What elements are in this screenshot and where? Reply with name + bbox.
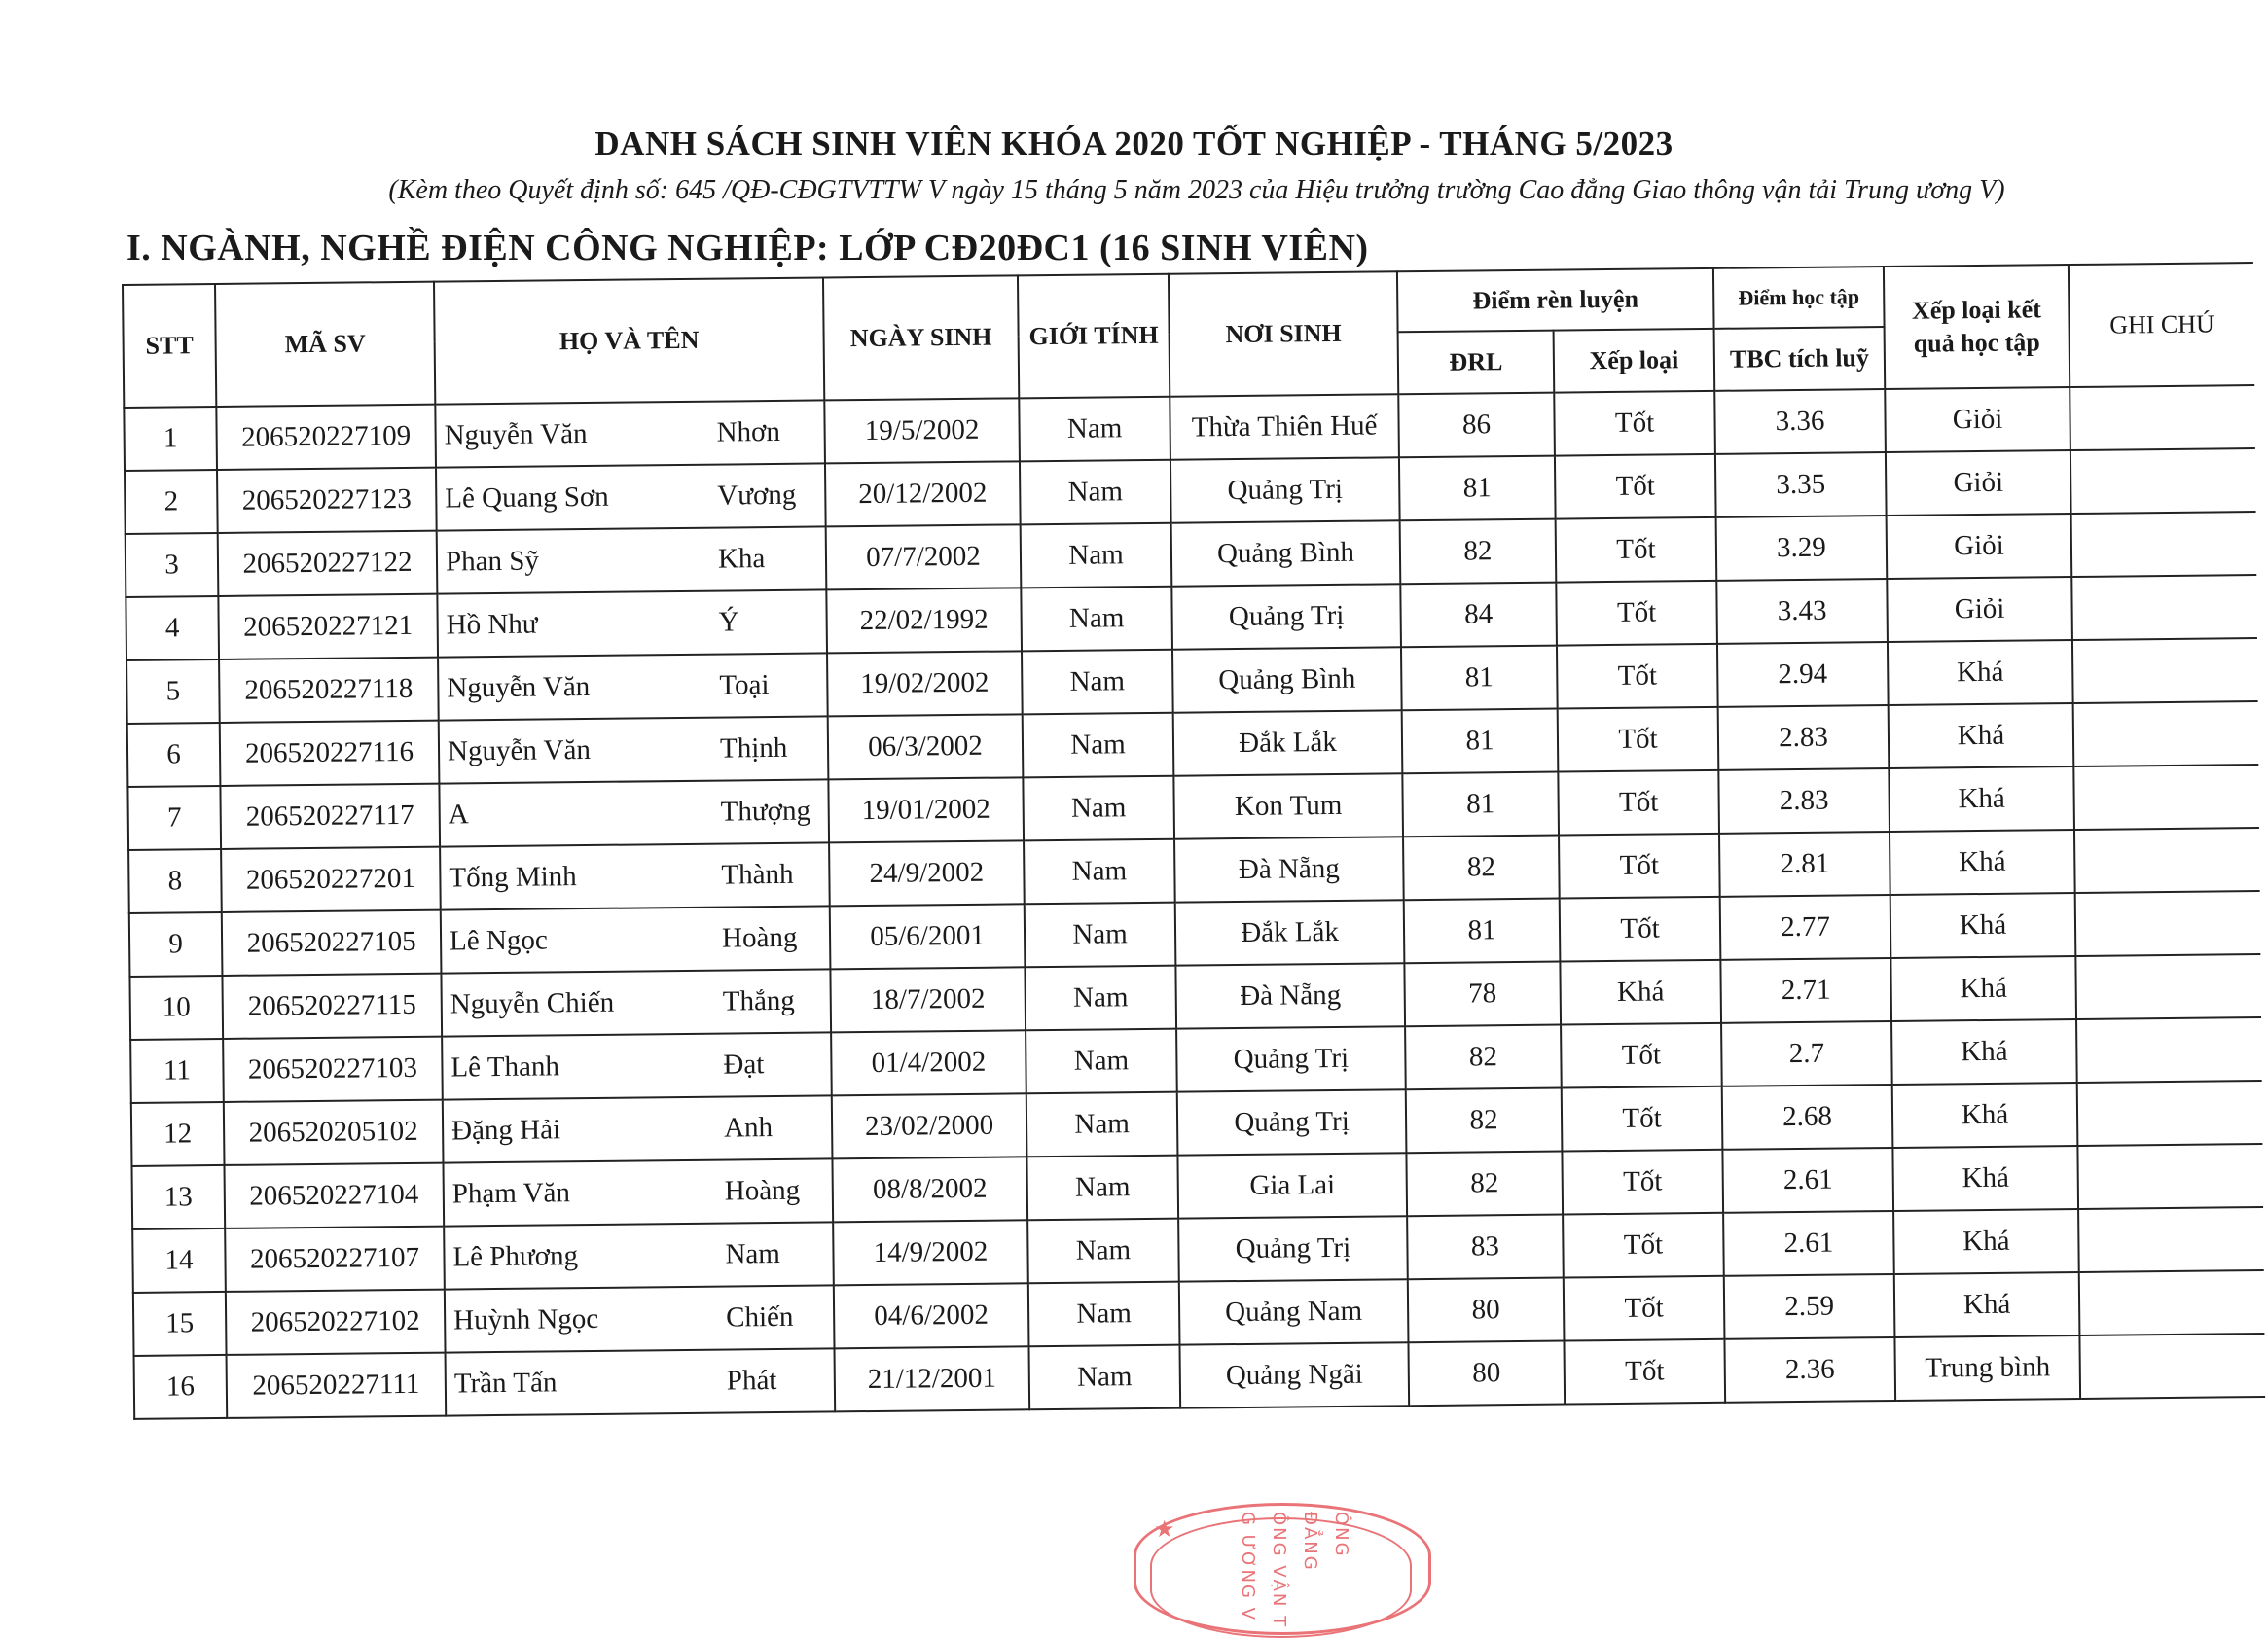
cell-tbc: 2.83	[1718, 768, 1890, 834]
cell-stt: 13	[131, 1165, 225, 1229]
cell-gioi-tinh: Nam	[1023, 713, 1174, 778]
header-diem-hoc-tap: Điểm học tập	[1713, 267, 1885, 329]
cell-ho: Nguyễn Chiến	[450, 986, 615, 1020]
cell-ghi-chu	[2078, 1207, 2264, 1272]
cell-ma-sv: 206520227103	[223, 1037, 443, 1102]
seal-text: G ƯƠNG V	[1238, 1512, 1258, 1621]
table-header	[123, 263, 2254, 408]
cell-ma-sv: 206520227122	[218, 531, 438, 596]
cell-ghi-chu	[2079, 1334, 2265, 1399]
cell-gioi-tinh: Nam	[1026, 1156, 1178, 1221]
cell-tbc: 3.29	[1716, 516, 1888, 581]
cell-ho: Lê Quang Sơn	[445, 481, 609, 515]
cell-ho-ten	[441, 969, 831, 1036]
official-seal	[1134, 1503, 1431, 1635]
cell-ten: Kha	[717, 543, 766, 575]
cell-ghi-chu	[2070, 385, 2255, 450]
document-title: DANH SÁCH SINH VIÊN KHÓA 2020 TỐT NGHIỆP - THÁNG 5/2023	[594, 125, 1674, 162]
cell-drl: 81	[1401, 646, 1558, 711]
cell-xep-loai-kq: Khá	[1892, 1083, 2078, 1148]
cell-drl: 80	[1408, 1278, 1565, 1343]
cell-ghi-chu	[2079, 1270, 2265, 1335]
cell-noi-sinh: Gia Lai	[1177, 1153, 1407, 1218]
cell-xep-loai-kq: Khá	[1890, 956, 2076, 1021]
cell-drl: 82	[1406, 1152, 1563, 1217]
cell-stt: 4	[126, 596, 219, 660]
cell-drl: 82	[1405, 1025, 1562, 1090]
cell-ghi-chu	[2070, 448, 2256, 514]
cell-drl: 84	[1400, 583, 1557, 648]
cell-ten: Thịnh	[719, 731, 788, 765]
cell-ten: Nhơn	[716, 415, 781, 448]
cell-ho: Đặng Hải	[450, 1114, 561, 1147]
cell-ma-sv: 206520227107	[225, 1227, 445, 1292]
cell-ho: Tống Minh	[449, 861, 577, 894]
cell-xep-loai: Khá	[1560, 960, 1721, 1025]
cell-stt: 9	[129, 912, 223, 977]
cell-drl: 82	[1406, 1088, 1563, 1154]
cell-ngay-sinh: 06/3/2002	[828, 714, 1024, 779]
cell-ho: Lê Ngọc	[449, 924, 548, 957]
cell-ghi-chu	[2071, 512, 2257, 577]
cell-gioi-tinh: Nam	[1028, 1345, 1180, 1410]
cell-drl: 80	[1408, 1341, 1565, 1407]
cell-gioi-tinh: Nam	[1026, 1029, 1177, 1094]
cell-noi-sinh: Quảng Nam	[1179, 1279, 1409, 1344]
cell-stt: 16	[134, 1355, 228, 1419]
cell-tbc: 2.71	[1720, 958, 1891, 1023]
cell-ngay-sinh: 18/7/2002	[830, 967, 1026, 1032]
cell-xep-loai-kq: Khá	[1890, 830, 2075, 895]
cell-tbc: 2.7	[1721, 1021, 1892, 1086]
cell-drl: 83	[1407, 1215, 1564, 1280]
cell-ten: Toại	[719, 669, 770, 701]
cell-tbc: 3.35	[1715, 452, 1887, 517]
header-diem-ren-luyen: Điểm rèn luyện	[1397, 268, 1714, 332]
cell-ngay-sinh: 19/02/2002	[827, 651, 1023, 716]
cell-ngay-sinh: 05/6/2001	[830, 904, 1026, 969]
cell-noi-sinh: Quảng Bình	[1171, 520, 1401, 586]
cell-stt: 6	[127, 723, 221, 787]
cell-ghi-chu	[2075, 954, 2261, 1019]
cell-noi-sinh: Đắk Lắk	[1175, 900, 1405, 965]
cell-ho-ten	[441, 906, 831, 973]
cell-noi-sinh: Quảng Trị	[1171, 584, 1401, 649]
cell-gioi-tinh: Nam	[1024, 839, 1175, 905]
cell-ten: Chiến	[725, 1300, 794, 1334]
cell-drl: 81	[1399, 456, 1556, 521]
cell-ghi-chu	[2075, 891, 2261, 956]
cell-ghi-chu	[2073, 765, 2259, 830]
cell-ngay-sinh: 24/9/2002	[829, 840, 1025, 906]
cell-xep-loai: Tốt	[1559, 834, 1720, 899]
cell-ma-sv: 206520227111	[227, 1353, 447, 1418]
cell-drl: 86	[1398, 393, 1555, 458]
header-stt: STT	[123, 284, 216, 408]
document-subtitle: (Kèm theo Quyết định số: 645 /QĐ-CĐGTVTTW V ngày 15 tháng 5 năm 2023 của Hiệu trưởng trường Cao đẳng Giao thông vận tải Trung ương V)	[388, 175, 2005, 205]
cell-ho-ten	[439, 779, 829, 846]
cell-noi-sinh: Đà Nẵng	[1174, 837, 1404, 902]
cell-gioi-tinh: Nam	[1020, 460, 1171, 525]
cell-xep-loai: Tốt	[1556, 581, 1717, 646]
cell-ma-sv: 206520227117	[220, 784, 440, 849]
cell-ten: Phát	[726, 1365, 777, 1397]
cell-ten: Anh	[723, 1112, 774, 1144]
cell-gioi-tinh: Nam	[1022, 650, 1173, 715]
cell-gioi-tinh: Nam	[1028, 1282, 1180, 1347]
cell-xep-loai: Tốt	[1558, 770, 1719, 836]
cell-ma-sv: 206520227109	[216, 405, 436, 470]
cell-ghi-chu	[2074, 828, 2260, 893]
cell-xep-loai: Tốt	[1558, 707, 1719, 772]
cell-stt: 8	[128, 849, 222, 913]
cell-xep-loai-kq: Giỏi	[1887, 577, 2072, 642]
cell-drl: 82	[1403, 836, 1560, 901]
cell-stt: 12	[131, 1102, 225, 1166]
cell-xep-loai: Tốt	[1564, 1339, 1725, 1405]
cell-xep-loai: Tốt	[1557, 644, 1718, 709]
cell-gioi-tinh: Nam	[1026, 1092, 1178, 1157]
cell-ho-ten	[443, 1158, 833, 1226]
cell-stt: 15	[133, 1292, 227, 1356]
cell-xep-loai-kq: Khá	[1893, 1209, 2079, 1274]
cell-xep-loai-kq: Khá	[1891, 1019, 2077, 1085]
seal-text: ÔNG VẬN T	[1269, 1512, 1289, 1629]
cell-ho: Hồ Như	[446, 608, 538, 641]
cell-xep-loai-kq: Giỏi	[1887, 514, 2072, 579]
cell-drl: 81	[1404, 899, 1561, 964]
cell-ho: Phạm Văn	[451, 1177, 571, 1210]
cell-stt: 11	[130, 1039, 224, 1103]
cell-ngay-sinh: 19/01/2002	[828, 777, 1024, 842]
cell-ngay-sinh: 07/7/2002	[826, 524, 1022, 589]
cell-ma-sv: 206520227102	[226, 1290, 446, 1355]
cell-ten: Đạt	[723, 1049, 765, 1081]
cell-drl: 82	[1400, 519, 1557, 585]
cell-ghi-chu	[2072, 638, 2258, 703]
cell-noi-sinh: Đà Nẵng	[1175, 963, 1405, 1028]
header-noi-sinh: NƠI SINH	[1169, 271, 1398, 396]
cell-xep-loai-kq: Giỏi	[1885, 387, 2070, 452]
section-heading: I. NGÀNH, NGHỀ ĐIỆN CÔNG NGHIỆP: LỚP CĐ20ĐC1 (16 SINH VIÊN)	[126, 228, 1369, 268]
cell-ho: Nguyễn Văn	[447, 670, 591, 704]
cell-ma-sv: 206520227121	[218, 594, 438, 659]
cell-ma-sv: 206520227123	[217, 468, 437, 533]
student-table	[122, 262, 2265, 1420]
cell-ho-ten	[438, 653, 828, 720]
cell-stt: 7	[127, 786, 221, 850]
cell-tbc: 3.36	[1714, 389, 1886, 454]
cell-drl: 81	[1402, 709, 1559, 774]
cell-stt: 3	[126, 533, 219, 597]
cell-ho-ten	[440, 842, 830, 909]
cell-ngay-sinh: 14/9/2002	[833, 1220, 1028, 1285]
header-ma-sv: MÃ SV	[215, 282, 435, 407]
cell-noi-sinh: Quảng Bình	[1172, 647, 1402, 712]
cell-tbc: 2.59	[1724, 1274, 1895, 1339]
cell-xep-loai: Tốt	[1561, 1023, 1722, 1088]
cell-noi-sinh: Thừa Thiên Huế	[1170, 394, 1399, 459]
cell-xep-loai: Tốt	[1560, 897, 1721, 962]
cell-ngay-sinh: 04/6/2002	[834, 1283, 1029, 1348]
cell-xep-loai: Tốt	[1555, 454, 1716, 519]
cell-xep-loai-kq: Khá	[1894, 1272, 2080, 1337]
cell-xep-loai: Tốt	[1562, 1086, 1723, 1152]
cell-ho-ten	[443, 1095, 833, 1162]
header-gioi-tinh: GIỚI TÍNH	[1018, 274, 1170, 399]
cell-ghi-chu	[2073, 701, 2259, 766]
cell-tbc: 2.61	[1723, 1211, 1894, 1276]
cell-stt: 14	[132, 1228, 226, 1293]
cell-ho: Nguyễn Văn	[447, 733, 592, 767]
cell-ngay-sinh: 19/5/2002	[824, 398, 1020, 463]
cell-stt: 5	[126, 659, 220, 724]
header-ghi-chu: GHI CHÚ	[2069, 263, 2254, 387]
cell-xep-loai-kq: Trung bình	[1894, 1335, 2080, 1401]
cell-tbc: 2.61	[1722, 1148, 1893, 1213]
cell-ho: Trần Tấn	[453, 1367, 558, 1400]
cell-tbc: 2.68	[1722, 1085, 1893, 1150]
cell-ten: Ý	[718, 606, 739, 638]
cell-tbc: 3.43	[1716, 579, 1888, 644]
cell-ten: Thắng	[722, 984, 796, 1017]
cell-xep-loai-kq: Giỏi	[1886, 450, 2071, 516]
cell-xep-loai-kq: Khá	[1892, 1146, 2078, 1211]
cell-noi-sinh: Quảng Ngãi	[1179, 1342, 1409, 1407]
cell-ten: Hoàng	[724, 1174, 801, 1207]
cell-ngay-sinh: 23/02/2000	[832, 1093, 1027, 1158]
cell-gioi-tinh: Nam	[1025, 903, 1176, 968]
cell-xep-loai-kq: Khá	[1888, 640, 2073, 705]
cell-ma-sv: 206520227104	[224, 1163, 444, 1228]
cell-ngay-sinh: 22/02/1992	[826, 588, 1022, 653]
cell-gioi-tinh: Nam	[1023, 776, 1174, 841]
cell-gioi-tinh: Nam	[1025, 966, 1176, 1031]
cell-xep-loai: Tốt	[1563, 1213, 1724, 1278]
cell-xep-loai-kq: Khá	[1890, 893, 2076, 958]
cell-ho-ten	[435, 400, 825, 467]
cell-ma-sv: 206520227105	[222, 910, 442, 976]
cell-ngay-sinh: 21/12/2001	[835, 1346, 1030, 1411]
cell-gioi-tinh: Nam	[1021, 523, 1172, 588]
cell-ma-sv: 206520227115	[222, 974, 442, 1039]
header-tbc: TBC tích luỹ	[1714, 327, 1886, 391]
table-body	[124, 385, 2265, 1419]
header-xep-loai-ket-qua: Xếp loại kết quả học tập	[1884, 265, 2070, 389]
cell-noi-sinh: Quảng Trị	[1176, 1026, 1406, 1091]
cell-ho: Phan Sỹ	[445, 545, 540, 578]
cell-ho-ten	[437, 589, 827, 657]
cell-noi-sinh: Quảng Trị	[1177, 1089, 1407, 1155]
cell-tbc: 2.81	[1719, 832, 1890, 897]
cell-ho: Lê Phương	[452, 1240, 579, 1273]
cell-xep-loai: Tốt	[1554, 391, 1715, 456]
cell-stt: 2	[125, 470, 218, 534]
cell-ghi-chu	[2077, 1081, 2263, 1146]
seal-text: ÔNG	[1331, 1512, 1351, 1558]
cell-ghi-chu	[2071, 575, 2257, 640]
cell-ho-ten	[442, 1032, 832, 1099]
cell-xep-loai: Tốt	[1562, 1150, 1723, 1215]
header-ngay-sinh: NGÀY SINH	[823, 275, 1019, 400]
cell-ho-ten	[439, 716, 829, 783]
cell-drl: 78	[1404, 962, 1561, 1027]
cell-noi-sinh: Kon Tum	[1173, 773, 1403, 838]
cell-gioi-tinh: Nam	[1021, 587, 1172, 652]
cell-ho-ten	[445, 1285, 835, 1352]
cell-gioi-tinh: Nam	[1027, 1219, 1179, 1284]
cell-ma-sv: 206520227116	[220, 721, 440, 786]
cell-stt: 1	[124, 407, 217, 471]
cell-tbc: 2.83	[1718, 705, 1890, 770]
cell-ten: Thượng	[720, 795, 811, 828]
cell-gioi-tinh: Nam	[1019, 397, 1170, 462]
header-drl: ĐRL	[1398, 331, 1555, 395]
cell-ho-ten	[436, 463, 826, 530]
seal-star-icon: ★	[1154, 1517, 1175, 1543]
cell-ho-ten	[444, 1222, 834, 1289]
cell-ngay-sinh: 01/4/2002	[831, 1030, 1026, 1095]
cell-ho: Lê Thanh	[450, 1050, 560, 1084]
cell-noi-sinh: Quảng Trị	[1170, 457, 1400, 522]
cell-ngay-sinh: 20/12/2002	[825, 461, 1021, 526]
cell-ma-sv: 206520205102	[224, 1100, 444, 1165]
cell-xep-loai-kq: Khá	[1889, 766, 2074, 832]
seal-text: ĐẲNG	[1300, 1512, 1320, 1572]
cell-noi-sinh: Quảng Trị	[1178, 1216, 1408, 1281]
cell-ten: Hoàng	[721, 921, 798, 954]
cell-tbc: 2.94	[1717, 642, 1889, 707]
cell-ho-ten	[446, 1348, 836, 1415]
cell-ghi-chu	[2076, 1017, 2262, 1083]
cell-ho-ten	[437, 526, 827, 593]
cell-xep-loai-kq: Khá	[1889, 703, 2074, 768]
cell-stt: 10	[129, 976, 223, 1040]
cell-drl: 81	[1402, 772, 1559, 837]
cell-ngay-sinh: 08/8/2002	[832, 1157, 1027, 1222]
cell-ghi-chu	[2077, 1144, 2263, 1209]
header-xep-loai: Xếp loại	[1554, 329, 1715, 393]
cell-ma-sv: 206520227201	[221, 847, 441, 912]
cell-noi-sinh: Đắk Lắk	[1173, 710, 1403, 775]
cell-xep-loai: Tốt	[1556, 517, 1717, 583]
cell-ten: Nam	[725, 1237, 781, 1270]
cell-ma-sv: 206520227118	[219, 658, 439, 723]
cell-ho: A	[448, 799, 469, 831]
cell-tbc: 2.77	[1720, 895, 1891, 960]
cell-tbc: 2.36	[1724, 1337, 1895, 1403]
cell-ho: Huỳnh Ngọc	[453, 1302, 599, 1336]
cell-xep-loai: Tốt	[1564, 1276, 1725, 1341]
cell-ten: Thành	[721, 858, 794, 891]
cell-ho: Nguyễn Văn	[444, 417, 588, 451]
header-ho-ten: HỌ VÀ TÊN	[434, 277, 824, 404]
cell-ten: Vương	[717, 479, 797, 512]
